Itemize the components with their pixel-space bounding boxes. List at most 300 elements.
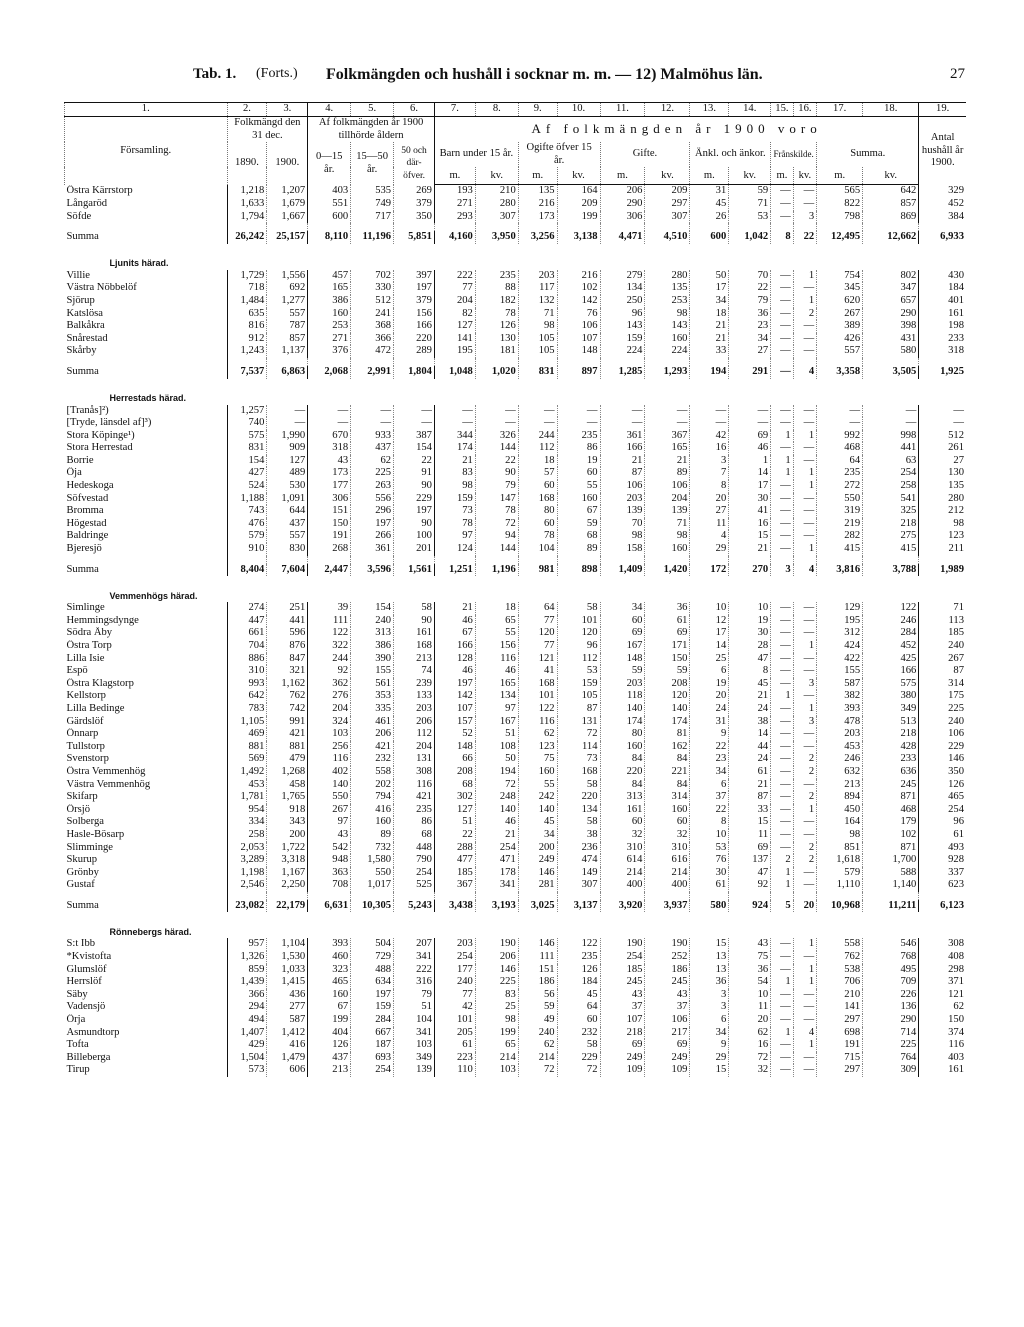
table-row	[65, 417, 967, 430]
data-cell: 871	[863, 791, 919, 804]
data-cell: 126	[919, 779, 966, 792]
data-cell: 857	[267, 333, 308, 346]
data-cell: 220	[557, 791, 600, 804]
data-cell: 1,407	[240, 1026, 265, 1038]
data-cell: 30	[729, 627, 771, 640]
data-cell: 61	[645, 615, 690, 628]
data-cell: 160	[557, 493, 600, 506]
data-cell: 120	[557, 627, 600, 640]
data-cell: 126	[557, 964, 600, 977]
data-cell: 193	[434, 185, 475, 198]
data-cell: 22	[475, 455, 518, 468]
parish-name: Högestad	[65, 518, 228, 531]
table-row	[65, 951, 967, 964]
spacer-row	[65, 358, 967, 366]
data-cell: 111	[308, 615, 351, 628]
data-cell: —	[475, 405, 518, 418]
data-cell: —	[793, 615, 817, 628]
spacer-cell	[65, 556, 228, 564]
data-cell: 1,633	[240, 197, 265, 209]
data-cell: 614	[600, 854, 645, 867]
data-cell: 64	[518, 602, 557, 615]
data-cell: 182	[475, 295, 518, 308]
summa-cell: 23,082	[235, 899, 265, 911]
spacer-cell	[863, 223, 919, 231]
summa-cell: 3,788	[863, 564, 919, 577]
spacer-cell	[394, 223, 435, 231]
data-cell: 353	[351, 690, 394, 703]
column-number: 4.	[308, 103, 351, 117]
data-cell: —	[518, 417, 557, 430]
spacer-cell	[475, 223, 518, 231]
data-cell: 134	[557, 804, 600, 817]
data-cell: 386	[351, 640, 394, 653]
data-cell: 103	[475, 1064, 518, 1077]
parish-name: Slimminge	[65, 842, 228, 855]
data-cell: 22	[690, 741, 729, 754]
data-cell: 225	[919, 703, 966, 716]
data-cell: 252	[645, 951, 690, 964]
data-cell: 9	[690, 728, 729, 741]
data-cell: 190	[600, 938, 645, 951]
data-cell: 452	[863, 640, 919, 653]
data-cell: 240	[351, 615, 394, 628]
summa-cell: 3,193	[475, 900, 518, 913]
table-row	[65, 842, 967, 855]
data-cell: 341	[475, 879, 518, 892]
data-cell: 254	[351, 1064, 394, 1077]
data-cell: 667	[351, 1027, 394, 1040]
data-cell: —	[793, 320, 817, 333]
table-row	[65, 829, 967, 842]
data-cell: 2,250	[267, 879, 308, 892]
data-cell: 1,137	[267, 345, 308, 358]
data-cell: 166	[863, 665, 919, 678]
data-cell: 10	[729, 989, 771, 1002]
header-civil-status: Af folkmängden år 1900 voro	[434, 117, 918, 143]
data-cell: 7	[690, 467, 729, 480]
data-cell: 313	[351, 627, 394, 640]
summa-cell: 6,123	[919, 900, 966, 913]
data-cell: 240	[518, 1027, 557, 1040]
spacer-cell	[475, 358, 518, 366]
data-cell: 298	[919, 964, 966, 977]
data-cell: 126	[308, 1039, 351, 1052]
data-cell: 62	[729, 1027, 771, 1040]
parish-name: Önnarp	[65, 728, 228, 741]
summa-label: Summa	[65, 564, 228, 577]
spacer-cell	[919, 223, 966, 231]
data-cell: 1,105	[240, 715, 265, 727]
data-cell: 1,326	[240, 951, 265, 963]
data-cell: 11	[729, 829, 771, 842]
data-cell: 307	[645, 211, 690, 224]
data-cell: 244	[518, 430, 557, 443]
data-cell: 241	[351, 308, 394, 321]
data-cell: 90	[475, 467, 518, 480]
data-cell: 214	[600, 867, 645, 880]
summa-cell: 25,157	[267, 231, 308, 244]
data-cell: 167	[600, 640, 645, 653]
data-cell: 158	[600, 543, 645, 556]
data-cell: —	[793, 405, 817, 418]
spacer-cell	[518, 358, 557, 366]
data-cell: 557	[817, 345, 863, 358]
table-row	[65, 640, 967, 653]
data-cell: 84	[600, 753, 645, 766]
data-cell: 557	[267, 308, 308, 321]
column-number: 5.	[351, 103, 394, 117]
spacer-cell	[518, 556, 557, 564]
data-cell: 168	[394, 640, 435, 653]
data-cell: 307	[475, 211, 518, 224]
data-cell: 190	[645, 938, 690, 951]
data-cell: 58	[557, 779, 600, 792]
data-cell: —	[863, 417, 919, 430]
data-cell: 790	[394, 854, 435, 867]
summa-row	[65, 366, 967, 379]
spacer-cell	[227, 223, 267, 231]
spacer-cell	[394, 358, 435, 366]
parish-name: Söfde	[65, 211, 228, 224]
column-number: 16.	[793, 103, 817, 117]
summa-cell: 1,285	[600, 366, 645, 379]
data-cell: 224	[600, 345, 645, 358]
data-cell: 768	[863, 951, 919, 964]
data-cell: 275	[863, 530, 919, 543]
data-cell: 36	[729, 964, 771, 977]
data-cell: 90	[394, 480, 435, 493]
data-cell: 45	[729, 678, 771, 691]
data-cell: 1	[771, 467, 793, 480]
data-cell: 87	[729, 791, 771, 804]
data-cell: 51	[475, 728, 518, 741]
data-cell: —	[771, 282, 793, 295]
data-cell: 143	[645, 320, 690, 333]
data-cell: —	[434, 405, 475, 418]
data-cell: 248	[475, 791, 518, 804]
data-cell: 167	[475, 716, 518, 729]
table-row	[65, 333, 967, 346]
data-cell: —	[771, 1039, 793, 1052]
data-cell: 79	[475, 480, 518, 493]
data-cell: 204	[308, 703, 351, 716]
data-cell: 74	[394, 665, 435, 678]
data-cell: 267	[919, 653, 966, 666]
data-cell: 82	[434, 308, 475, 321]
data-cell: 64	[817, 455, 863, 468]
data-cell: 1,243	[240, 345, 265, 357]
parish-name: Gustaf	[65, 879, 228, 892]
data-cell: 8	[690, 480, 729, 493]
table-row	[65, 467, 967, 480]
data-cell: 86	[394, 816, 435, 829]
data-cell: 211	[919, 543, 966, 556]
spacer-cell	[793, 358, 817, 366]
data-cell: 363	[308, 867, 351, 880]
spacer-cell	[600, 223, 645, 231]
data-cell: —	[793, 417, 817, 430]
data-cell: 1	[771, 690, 793, 703]
data-cell: 1	[771, 867, 793, 880]
data-cell: 127	[267, 455, 308, 468]
data-cell: 46	[434, 615, 475, 628]
data-cell: 130	[475, 333, 518, 346]
data-cell: 1	[793, 976, 817, 989]
parish-name: Vadensjö	[65, 1001, 228, 1014]
table-row	[65, 879, 967, 892]
data-cell: 114	[557, 741, 600, 754]
data-cell: 174	[600, 716, 645, 729]
parish-name: Öja	[65, 467, 228, 480]
table-row	[65, 1039, 967, 1052]
data-cell: 871	[863, 842, 919, 855]
data-cell: 390	[351, 653, 394, 666]
data-cell: 280	[645, 270, 690, 283]
spacer-cell	[557, 223, 600, 231]
data-cell: 100	[394, 530, 435, 543]
table-row	[65, 964, 967, 977]
data-cell: 830	[267, 543, 308, 556]
spacer-cell	[600, 358, 645, 366]
table-row	[65, 690, 967, 703]
data-cell: 21	[645, 455, 690, 468]
data-cell: 2	[793, 308, 817, 321]
table-row	[65, 716, 967, 729]
data-cell: —	[863, 405, 919, 418]
data-cell: 81	[645, 728, 690, 741]
data-cell: 512	[919, 430, 966, 443]
summa-cell: 3,505	[863, 366, 919, 379]
data-cell: 53	[690, 842, 729, 855]
data-cell: 310	[645, 842, 690, 855]
data-cell: 361	[351, 543, 394, 556]
data-cell: 132	[518, 295, 557, 308]
header-men: m.	[434, 167, 475, 185]
data-cell: 2	[793, 842, 817, 855]
summa-cell: 6,933	[919, 231, 966, 244]
table-row	[65, 295, 967, 308]
column-number: 10.	[557, 103, 600, 117]
parish-name: Bjeresjö	[65, 543, 228, 556]
data-cell: 1,990	[267, 430, 308, 443]
table-row	[65, 530, 967, 543]
data-cell: 198	[919, 320, 966, 333]
data-cell: 272	[817, 480, 863, 493]
data-cell: 1	[793, 480, 817, 493]
data-cell: 847	[267, 653, 308, 666]
data-cell: 859	[248, 963, 265, 975]
summa-cell: 1,020	[475, 366, 518, 379]
data-cell: —	[308, 405, 351, 418]
data-cell: 222	[394, 964, 435, 977]
data-cell: 42	[434, 1001, 475, 1014]
data-cell: 256	[308, 741, 351, 754]
data-cell: 164	[817, 816, 863, 829]
data-cell: 240	[919, 640, 966, 653]
data-cell: 239	[394, 678, 435, 691]
data-cell: 306	[600, 211, 645, 224]
data-cell: 98	[518, 320, 557, 333]
parish-name: Simlinge	[65, 602, 228, 615]
data-cell: 101	[434, 1014, 475, 1027]
data-cell: 569	[248, 753, 265, 765]
data-cell: 798	[817, 211, 863, 224]
data-cell: 30	[690, 867, 729, 880]
data-cell: 349	[863, 703, 919, 716]
data-cell: 401	[919, 295, 966, 308]
data-cell: 24	[729, 753, 771, 766]
harad-heading: Herrestads härad.	[109, 392, 187, 403]
data-cell: 25	[475, 1001, 518, 1014]
data-cell: 31	[690, 185, 729, 198]
data-cell: 161	[919, 308, 966, 321]
header-franskilde: Frånskilde.	[771, 142, 817, 167]
data-cell: 204	[394, 741, 435, 754]
data-cell: 742	[267, 703, 308, 716]
table-row	[65, 1001, 967, 1014]
table-row	[65, 741, 967, 754]
data-cell: 1	[793, 543, 817, 556]
data-cell: 58	[394, 602, 435, 615]
data-cell: 76	[557, 308, 600, 321]
column-number: 1.	[65, 103, 228, 117]
data-cell: 14	[729, 728, 771, 741]
data-cell: 140	[308, 779, 351, 792]
spacer-cell	[351, 892, 394, 900]
data-cell: 580	[863, 345, 919, 358]
data-cell: 159	[600, 333, 645, 346]
data-cell: 1,104	[267, 938, 308, 951]
data-cell: 102	[863, 829, 919, 842]
data-cell: 542	[308, 842, 351, 855]
data-cell: 235	[557, 951, 600, 964]
data-cell: 708	[308, 879, 351, 892]
header-gifte: Gifte.	[600, 142, 690, 167]
table-row	[65, 282, 967, 295]
data-cell: 118	[600, 690, 645, 703]
data-cell: 10	[690, 602, 729, 615]
data-cell: 221	[645, 766, 690, 779]
data-cell: 1	[793, 640, 817, 653]
header-men: m.	[817, 167, 863, 185]
data-cell: 51	[394, 1001, 435, 1014]
data-cell: 242	[518, 791, 557, 804]
continued-note: (Forts.)	[256, 66, 298, 81]
data-cell: 933	[351, 430, 394, 443]
data-cell: 1	[793, 295, 817, 308]
data-cell: 116	[475, 653, 518, 666]
data-cell: 1	[793, 1039, 817, 1052]
header-row-groups	[65, 117, 967, 143]
summa-cell: 8,110	[308, 231, 351, 244]
header-age-0-15: 0—15 år.	[308, 142, 351, 185]
data-cell: 199	[475, 1027, 518, 1040]
table-row	[65, 989, 967, 1002]
column-number: 18.	[863, 103, 919, 117]
data-cell: —	[771, 1001, 793, 1014]
data-cell: 199	[557, 211, 600, 224]
data-cell: 250	[600, 295, 645, 308]
spacer-cell	[817, 223, 863, 231]
data-cell: 42	[690, 430, 729, 443]
data-cell: 34	[690, 295, 729, 308]
summa-cell: 3,358	[817, 366, 863, 379]
data-cell: 20	[729, 1014, 771, 1027]
data-cell: 116	[518, 716, 557, 729]
parish-name: Västra Nöbbelöf	[65, 282, 228, 295]
data-cell: 219	[817, 518, 863, 531]
data-cell: 216	[557, 270, 600, 283]
data-cell: 72	[729, 1052, 771, 1065]
summa-cell: 4	[793, 366, 817, 379]
data-cell: 453	[248, 778, 265, 790]
summa-cell: 10,968	[817, 900, 863, 913]
data-cell: 329	[919, 185, 966, 198]
data-cell: 37	[645, 1001, 690, 1014]
data-cell: —	[771, 308, 793, 321]
data-cell: 104	[518, 543, 557, 556]
data-cell: —	[771, 543, 793, 556]
parish-name: Borrie	[65, 455, 228, 468]
data-cell: 210	[817, 989, 863, 1002]
data-cell: 58	[557, 816, 600, 829]
data-cell: 290	[863, 1014, 919, 1027]
data-cell: 32	[600, 829, 645, 842]
data-cell: 195	[817, 615, 863, 628]
header-ankl: Änkl. och änkor.	[690, 142, 771, 167]
data-cell: 550	[351, 867, 394, 880]
data-cell: —	[793, 518, 817, 531]
summa-cell: 3	[771, 564, 793, 577]
summa-row	[65, 231, 967, 244]
data-cell: 22	[690, 804, 729, 817]
parish-name: Grönby	[65, 867, 228, 880]
data-cell: 122	[518, 703, 557, 716]
data-cell: 216	[518, 198, 557, 211]
data-cell: 636	[863, 766, 919, 779]
parish-name: Katslösa	[65, 308, 228, 321]
data-cell: —	[793, 602, 817, 615]
data-cell: 68	[434, 779, 475, 792]
table-row	[65, 728, 967, 741]
data-cell: 156	[475, 640, 518, 653]
data-cell: —	[475, 417, 518, 430]
data-cell: 214	[475, 1052, 518, 1065]
data-cell: 2	[793, 854, 817, 867]
data-cell: 226	[863, 989, 919, 1002]
data-cell: 67	[434, 627, 475, 640]
column-number: 12.	[645, 103, 690, 117]
data-cell: 316	[394, 976, 435, 989]
data-cell: 184	[557, 976, 600, 989]
data-cell: 1,439	[240, 976, 265, 988]
data-cell: 709	[863, 976, 919, 989]
data-cell: 762	[267, 690, 308, 703]
data-cell: 21	[434, 455, 475, 468]
data-cell: 416	[351, 804, 394, 817]
table-row	[65, 653, 967, 666]
data-cell: 245	[600, 976, 645, 989]
page-title: Folkmängden och hushåll i socknar m. m. — 12) Malmöhus län.	[326, 66, 763, 83]
data-cell: —	[793, 345, 817, 358]
data-cell: 1	[793, 467, 817, 480]
summa-cell: 20	[793, 900, 817, 913]
data-cell: 124	[434, 543, 475, 556]
data-cell: 465	[308, 976, 351, 989]
data-cell: 122	[557, 938, 600, 951]
data-cell: 36	[729, 308, 771, 321]
